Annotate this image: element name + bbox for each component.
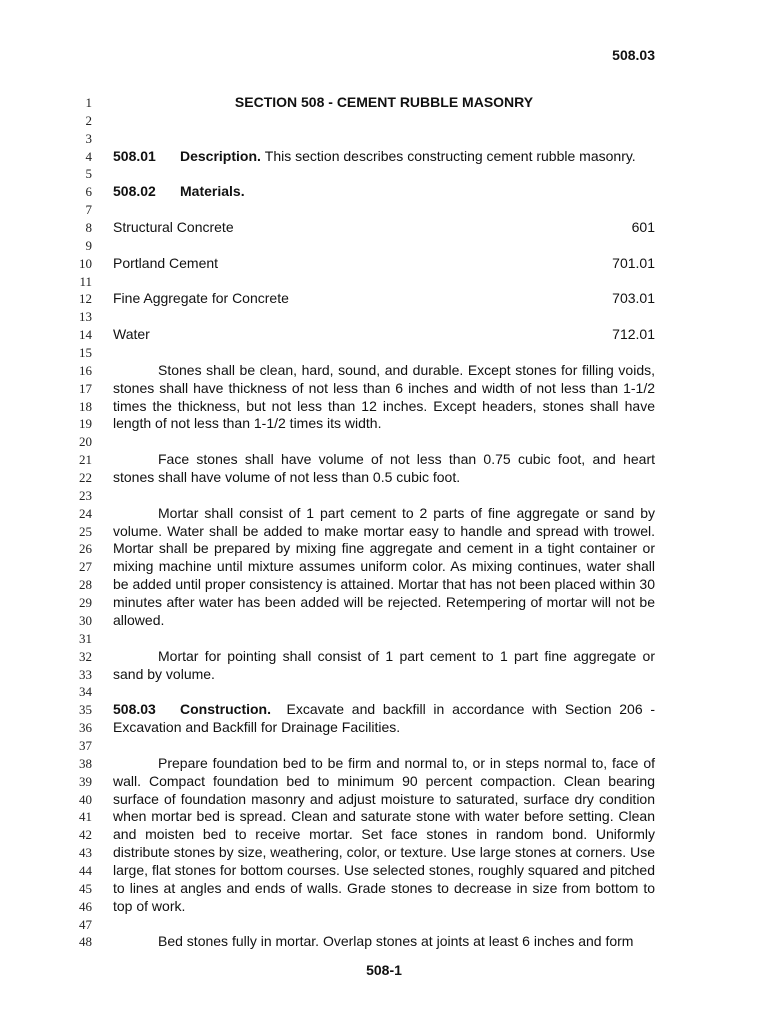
paragraph-pointing-mortar: Mortar for pointing shall consist of 1 part cement to 1 part fine aggregate or sand by volume. [113, 647, 655, 682]
page-code: 508.03 [612, 47, 655, 63]
line-number: 21 [79, 452, 92, 468]
paragraph-mortar: Mortar shall consist of 1 part cement to 2 parts of fine aggregate or sand by volume. Water shall be added to make mortar easy to handle and spread with trowel. Mortar shall be prepared by mixing fine aggregate and cement in a tight container or mixing machine until mixture assumes uniform color. As mixing continues, water shall be added until proper consistency is attained. Mortar that has not been placed within 30 minutes after water has been added will be rejected. Retempering of mortar will not be allowed. [113, 504, 655, 628]
line-number: 30 [79, 612, 92, 628]
subsection-construction [113, 701, 655, 737]
line-number: 10 [79, 255, 92, 271]
paragraph-stones: Stones shall be clean, hard, sound, and durable. Except stones for filling voids, stones shall have thickness of not less than 6 inches and width of not less than 1-1/2 times the thickness, but not less than 12 inches. Except headers, stones shall have length of not less than 1-1/2 times its width. [113, 361, 655, 432]
line-number: 36 [79, 720, 92, 736]
subsection-number: 508.02 [113, 183, 156, 200]
line-number: 14 [79, 327, 92, 343]
line-number: 29 [79, 595, 92, 611]
subsection-description [113, 148, 655, 166]
line-number: 1 [85, 95, 92, 110]
line-number: 40 [79, 791, 92, 807]
line-number: 22 [79, 470, 92, 486]
paragraph-foundation: Prepare foundation bed to be firm and normal to, or in steps normal to, face of wall. Compact foundation bed to minimum 90 percent compaction. Clean bearing surface of foundation masonry and adjust moisture to saturated, surface dry condition when mortar bed is spread. Clean and saturate stone with water before setting. Clean and moisten bed to receive mortar. Set face stones in random bond. Uniformly distribute stones by size, weathering, color, or texture. Use large stones at corners. Use large, flat stones for bottom courses. Use selected stones, roughly squared and pitched to lines at angles and ends of walls. Grade stones to decrease in size from bottom to top of work. [113, 754, 655, 914]
material-reference: 701.01 [612, 254, 655, 271]
subsection-text: This section describes constructing cement rubble masonry. [264, 147, 636, 164]
subsection-heading: Construction. [180, 701, 271, 718]
subsection-number: 508.03 [113, 701, 156, 718]
line-number: 7 [85, 202, 92, 218]
material-row [113, 290, 655, 308]
line-number: 18 [79, 398, 92, 414]
line-number: 46 [79, 898, 92, 914]
subsection-heading: Materials. [180, 183, 245, 200]
material-reference: 703.01 [612, 290, 655, 307]
material-row [113, 326, 655, 344]
section-title: SECTION 508 - CEMENT RUBBLE MASONRY [234, 94, 534, 110]
line-number: 5 [85, 166, 92, 182]
line-number: 37 [79, 737, 92, 753]
material-name: Structural Concrete [113, 219, 234, 236]
line-number: 11 [79, 273, 92, 289]
line-number: 42 [79, 827, 92, 843]
line-number: 25 [79, 523, 92, 539]
material-name: Fine Aggregate for Concrete [113, 290, 289, 307]
line-number: 16 [79, 362, 92, 378]
line-number-gutter [60, 94, 92, 951]
material-reference: 712.01 [612, 326, 655, 343]
subsection-heading: Description. [180, 147, 261, 164]
document-body [113, 94, 655, 951]
line-number: 26 [79, 541, 92, 557]
material-row [113, 219, 655, 237]
line-number: 44 [79, 862, 92, 878]
material-name: Water [113, 326, 150, 343]
line-number: 9 [85, 237, 92, 253]
material-reference: 601 [631, 219, 655, 236]
line-number: 48 [79, 934, 92, 950]
line-number: 35 [79, 702, 92, 718]
material-row [113, 255, 655, 273]
line-number: 32 [79, 648, 92, 664]
line-number: 24 [79, 505, 92, 521]
line-number: 47 [79, 916, 92, 932]
line-number: 43 [79, 845, 92, 861]
line-number: 2 [85, 112, 92, 128]
line-number: 19 [79, 416, 92, 432]
subsection-number: 508.01 [113, 147, 156, 164]
line-number: 28 [79, 577, 92, 593]
line-number: 34 [79, 684, 92, 700]
line-number: 45 [79, 880, 92, 896]
line-number: 39 [79, 773, 92, 789]
line-number: 20 [79, 434, 92, 450]
line-number: 31 [79, 630, 92, 646]
line-number: 6 [85, 184, 92, 200]
paragraph-bed-stones: Bed stones fully in mortar. Overlap stones at joints at least 6 inches and form [158, 933, 634, 950]
line-number: 33 [79, 666, 92, 682]
line-number: 27 [79, 559, 92, 575]
line-number: 23 [79, 487, 92, 503]
line-number: 8 [85, 220, 92, 236]
line-number: 15 [79, 345, 92, 361]
line-number: 41 [79, 809, 92, 825]
subsection-materials [113, 183, 655, 201]
material-name: Portland Cement [113, 254, 219, 271]
line-number: 4 [85, 148, 92, 164]
line-number: 12 [79, 291, 92, 307]
paragraph-face-stones: Face stones shall have volume of not less than 0.75 cubic foot, and heart stones shall have volume of not less than 0.5 cubic foot. [113, 451, 655, 486]
subsection-text: Excavate and backfill in accordance with Section 206 - Excavation and Backfill for Drainage Facilities. [113, 701, 656, 736]
line-number: 38 [79, 755, 92, 771]
line-number: 13 [79, 309, 92, 325]
line-number: 3 [85, 130, 92, 146]
line-number: 17 [79, 380, 92, 396]
page-number: 508-1 [366, 962, 402, 978]
